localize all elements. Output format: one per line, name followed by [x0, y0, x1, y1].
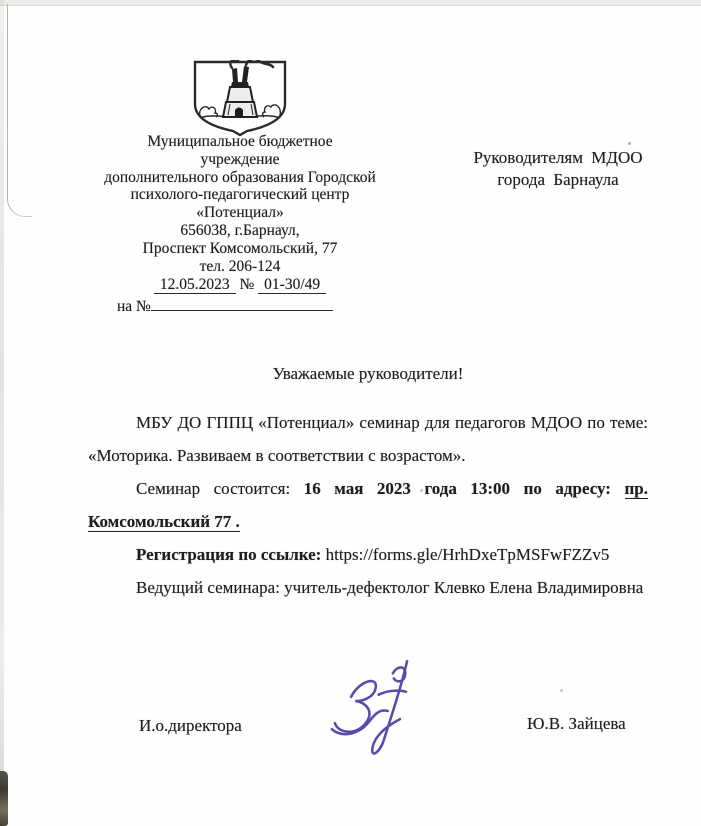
body-line-seminar-address [88, 505, 648, 538]
scan-edge-left-shadow [0, 0, 4, 826]
doc-date: 12.05.2023 [154, 276, 236, 294]
doc-number-label: № [239, 276, 255, 294]
signer-name: Ю.В. Зайцева [527, 714, 626, 733]
body-line-presenter: Ведущий семинара: учитель-дефектолог Клевко Елена Владимировна [136, 578, 644, 597]
addressee-block [432, 147, 684, 191]
body-line-seminar-when [88, 472, 648, 505]
salutation: Уважаемые руководители! [272, 364, 464, 383]
addressee-line: города Барнаула [497, 170, 619, 189]
handwritten-signature [308, 650, 436, 774]
scan-speck [628, 142, 631, 145]
seminar-when-intro: Семинар состоится: [136, 479, 291, 498]
letter-body [88, 357, 648, 604]
registration-label: Регистрация по ссылке: [136, 545, 322, 564]
reference-label: на № [117, 298, 151, 316]
doc-number: 01-30/49 [258, 276, 326, 294]
scan-frame-corner [7, 4, 32, 217]
org-line: учреждение [200, 150, 280, 168]
scan-speck [560, 689, 563, 692]
registration-url: https://forms.gle/HrhDxeTpMSFwFZZv5 [325, 545, 610, 564]
org-address-zip: 656038, г.Барнаул, [180, 221, 300, 239]
doc-date-number-line [55, 276, 425, 294]
org-header-block [55, 133, 425, 316]
scan-smudge-bottom-left [0, 771, 8, 826]
org-line: дополнительного образования Городской [104, 168, 376, 186]
org-address-street: Проспект Комсомольский, 77 [142, 239, 338, 257]
signer-role: И.о.директора [139, 716, 242, 735]
body-line-registration [88, 538, 648, 571]
barnaul-coat-of-arms-icon [186, 60, 294, 138]
scan-edge-top [0, 0, 701, 6]
reference-blank-line [151, 296, 333, 311]
reference-number-line [55, 296, 425, 316]
body-line-topic-1: МБУ ДО ГППЦ «Потенциал» семинар для педагогов МДОО по теме: [136, 413, 648, 432]
seminar-datetime: 16 мая 2023 года 13:00 по адресу: [303, 479, 611, 498]
addressee-line: Руководителям МДОО [473, 148, 643, 167]
seminar-address-part1: пр. [624, 479, 648, 498]
seminar-address-part2: Комсомольский 77 . [88, 512, 240, 531]
org-name: «Потенциал» [196, 204, 284, 222]
org-line: Муниципальное бюджетное [147, 133, 333, 150]
org-phone: тел. 206-124 [199, 257, 281, 275]
org-line: психолого-педагогический центр [130, 186, 350, 204]
body-line-topic-2: «Моторика. Развиваем в соответствии с возрастом». [88, 446, 466, 465]
